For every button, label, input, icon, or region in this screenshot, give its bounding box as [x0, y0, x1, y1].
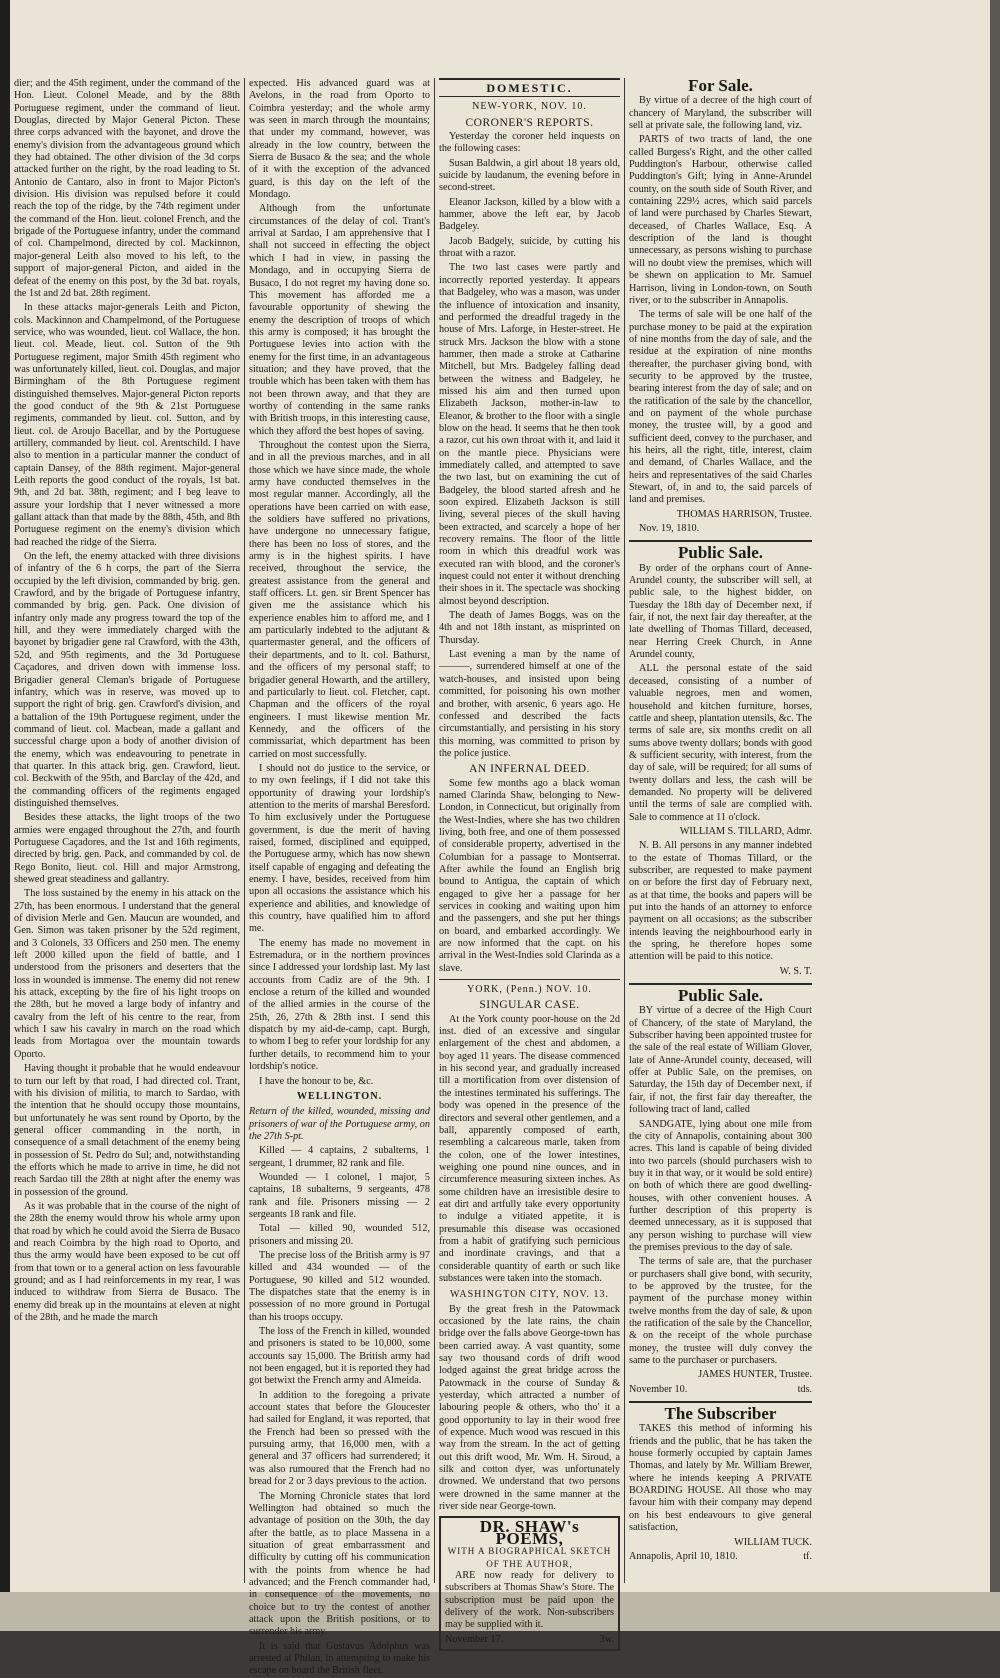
article-paragraph: In addition to the foregoing a private account states that before the Gloucester had sailed for England, it was reported, that the French had been so pressed with the pursuing army, that 16,000 men, with a general and 37 officers had surrendered; it was also rumoured that the French had no bread for 2 or 3 days previous to the action.	[249, 1389, 430, 1488]
article-paragraph: By the great fresh in the Patowmack occasioned by the late rains, the chain bridge over the falls above George-town has been carried away. A vast quantity, some say two thousand cords of drift wood lodged against the great bridge across the Patowmack in the course of Sunday & yesterday, which attracted a number of labouring people & others, who tho' it a good opportunity to lay in their wood free of expence. Much wood was rescued in this way from the stream. In the act of getting out this drift wood, Mr. Wm. H. Siroud, a silk and cotton dyer, was unfortunately drowned. We understand that two persons were drowned in the same manner at the river side near George-town.	[439, 1303, 620, 1513]
column-rule	[244, 78, 245, 1583]
return-line: Total — killed 90, wounded 512, prisoners and missing 20.	[249, 1223, 430, 1247]
article-paragraph: The two last cases were partly and incorrectly reported yesterday. It appears that Badgeley, who was a mason, was under the influence of intoxication and insanity, and performed the dreadful tragedy in the house of Mrs. Laforge, in Hester-street. He struck Mrs. Jackson the blow with a stone hammer, then made a stroke at Catharine Mitchell, but Mrs. Badgeley falling dead between the witness and Badgeley, he missed his aim and then turned upon Elizabeth Jackson, mother-in-law to Eleanor, & brother to the floor with a single blow on the head. It seems that he then took a razor, cut his own throat with it, and laid it on the mantle piece. Physicians were immediately called, and attempted to save the two last, but on examining the cut of Badgeley, the blood started afresh and he soon expired. Elizabeth Jackson is still living, several pieces of the skull having been extracted, and scarcely a hope of her recovery remains. The floor of the little room in which this dreadful work was executed ran with blood, and the coroner's inquest could not enter it without drenching their shoes in it. The spectacle was shocking almost beyond description.	[439, 262, 620, 607]
divider	[629, 540, 812, 542]
article-title: SINGULAR CASE.	[479, 999, 580, 1012]
ad-tag: 3w.	[599, 1633, 614, 1645]
article-paragraph: Susan Baldwin, a girl about 18 years old, suicide by laudanum, the evening before in second-street.	[439, 157, 620, 194]
ad-title-for-sale: For Sale.	[688, 76, 753, 95]
column-war-dispatch-continued	[14, 78, 240, 1583]
ad-paragraph: SANDGATE, lying about one mile from the city of Annapolis, containing about 300 acres. This land is capable of being divided into two parcels (should purchasers wish to buy it in that way, or it would be sold entire) on both of which there are good dwelling-houses, with other convenient houses. A further description of this property is deemed unnecessary, as it is supposed that any person wishing to purchase will view the premises previous to the day of sale.	[629, 1118, 812, 1253]
article-paragraph: Last evening a man by the name of ———, surrendered himself at one of the watch-houses, and insisted upon being committed, for poisoning his own mother and brother, with arsenic, 6 years ago. He confessed and described the facts circumstantially, and persisting in his story this morning, was committed to prison by the police justice.	[439, 649, 620, 759]
article-paragraph: Eleanor Jackson, killed by a blow with a hammer, above the left ear, by Jacob Badgeley.	[439, 196, 620, 233]
ad-title-subscriber: The Subscriber	[664, 1404, 777, 1424]
return-line: Killed — 4 captains, 2 subalterns, 1 sergeant, 1 drummer, 82 rank and file.	[249, 1145, 430, 1169]
article-paragraph: Throughout the contest upon the Sierra, and in all the previous marches, and in all those which we have since made, the whole army have conducted themselves in the most regular manner. Accordingly, all the operations have been carried on with ease, the soldiers have suffered no privations, have undergone no unnecessary fatigue, there has been no loss of stores, and the army is in the highest spirits. I have received, throughout the service, the greatest assistance from the general and staff officers. Lt. gen. sir Brent Spencer has given me the assistance which his experience enables him to afford me, and I am particularly indebted to the adjutant & quartermaster general, and the officers of their departments, and to lt. col. Bathurst, and the officers of my personal staff; to brigadier general Howarth, and the artillery, and particularly to lieut. col. Fletcher, capt. Chapman and the officers of the royal engineers. I must likewise mention Mr. Kennedy, and the officers of the commissariat, which department has been carried on most successfully.	[249, 439, 430, 760]
ad-date: November 17.	[445, 1633, 504, 1645]
ad-paragraph: By order of the orphans court of Anne-Arundel county, the subscriber will sell, at public sale, to the highest bidder, on Tuesday the 18th day of December next, if fair, if not, the next fair day thereafter, at the late dwelling of Thomas Tillard, deceased, near Herring Creek Church, in Anne Arundel county,	[629, 562, 812, 661]
signature-wellington: WELLINGTON.	[296, 1090, 383, 1102]
ad-signature: WILLIAM TUCK.	[734, 1536, 812, 1548]
column-wellington-dispatch	[249, 78, 430, 1677]
ad-paragraph: TAKES this method of informing his friends and the public, that he has taken the house formerly occupied by captain James Thomas, and lately by Mr. William Brewer, where he intends keeping A PRIVATE BOARDING HOUSE. All those who may favour him with their company may depend on his best endeavours to give general satisfaction,	[629, 1423, 812, 1534]
ad-paragraph: ALL the personal estate of the said deceased, consisting of a number of valuable negroes, men and women, household and kitchen furniture, horses, cattle and sheep, plantation utensils, &c. The terms of sale are, six months credit on all sums above twenty dollars; bonds with good & sufficient security, with interest, from the day of sale, will be required; for all sums of twenty dollars and less, the cash will be demanded. No property will be delivered until the terms of sale are complied with. Sale to commence at 11 o'clock.	[629, 663, 812, 823]
ad-paragraph: BY virtue of a decree of the High Court of Chancery, of the state of Maryland, the Subscriber having been appointed trustee for the sale of the real estate of William Glover, late of Anne-Arundel county, deceased, will offer at Public Sale, on the premises, on Saturday, the 15th day of December next, if fair, if not, the first fair day thereafter, the following tract of land, called	[629, 1005, 812, 1116]
ad-date: Nov. 19, 1810.	[639, 523, 700, 535]
ad-initials: W. S. T.	[779, 965, 812, 977]
ad-paragraph: The terms of sale will be one half of the purchase money to be paid at the expiration of nine months from the day of sale, and the residue at the expiration of nine months thereafter, the purchaser giving bond, with security to be approved by the trustee, bearing interest from the day of sale; and on the ratification of the sale by the chancellor, and on payment of the whole purchase money, the trustee will, by a good and sufficient deed, convey to the purchaser, and his heirs, all the right, title, interest, claim and demand, of Charles Wallace, and the heirs and representatives of the said Charles Stewart, of, in and to, the said parcels of land and premises.	[629, 309, 812, 506]
ad-signature: JAMES HUNTER, Trustee.	[698, 1369, 812, 1381]
ad-tag: tf.	[803, 1550, 812, 1562]
article-paragraph: Having thought it probable that he would endeavour to turn our left by that road, I had directed col. Trant, with his division of militia, to march to Sardao, with the intention that he should occupy those mountains, but unfortunately he was sent round by Oporto, by the general officer commanding in the north, in consequence of a small detachment of the enemy being in possession of St. Pedro do Sul; and, notwithstanding the efforts which he made to arrive in time, he did not reach Sardao till the 28th at night after the enemy was in possession of the ground.	[14, 1063, 240, 1198]
ad-title-public-sale: Public Sale.	[677, 986, 763, 1006]
binding-margin	[0, 0, 10, 1631]
ad-footer	[629, 1384, 812, 1396]
ad-date: November 10.	[629, 1383, 688, 1395]
ad-tag: tds.	[797, 1383, 812, 1395]
article-paragraph: At the York county poor-house on the 2d inst. died of an excessive and singular enlargement of the chest and abdomen, a boy aged 11 years. The disease commenced in his second year, and gradually increased till a mortification from over distension of the intestines terminated his sufferings. The body was opened in the presence of the directors and several other gentlemen, and a ball, apparently composed of earth, resembling a calcareous marle, taken from the colon, one of the lower intestines, weighing one pound nine ounces, and in circumference measuring sixteen inches. As some children have an irresistible desire to eat dirt and artfully take every opportunity to indulge a vitiated appetite, it is presumable this disease was occasioned from a habit of gratifying such pernicious and inordinate cravings, and that a considerable quantity of earth or such like substances were taken into the stomach.	[439, 1013, 620, 1284]
article-paragraph: Besides these attacks, the light troops of the two armies were engaged throughout the 27th, and fourth Portuguese Caçadores, and the 1st and 16th regiments, directed by brig. gen. Pack, and commanded by col. de Rego Bonito, lieut. col. Hill and major Armstrong, shewed great steadiness and gallantry.	[14, 812, 240, 885]
article-paragraph: Some few months ago a black woman named Clarinda Shaw, belonging to New-London, in Connecticut, but originally from the West-Indies, where she has two children living, both free, and one of them possessed of considerable property, advertised in the Columbian for a passage to Montserrat. After awhile the found an English brig bound to Antigua, the captain of which engaged to give her a passage for her services in cooking and waiting upon him and the passengers, and she put her things on board, and embarked accordingly. We are now informed that the capt. on his arrival in the West-Indies sold Clarinda as a slave.	[439, 777, 620, 974]
article-paragraph: expected. His advanced guard was at Avelons, in the road from Oporto to Coimbra yesterday; and the whole army was seen in march through the mountains; that under my command, however, was already in the low country, between the Sierra de Busaco & the sea; and the whole of it with the exception of the advanced guard, is this day on the left of the Mondago.	[249, 78, 430, 201]
article-paragraph: The loss sustained by the enemy in his attack on the 27th, has been enormous. I understand that the general of division Merle and Gen. Maucun are wounded, and Gen. Simon was taken prisoner by the 52d regiment, and 3 Colonels, 33 Officers and 250 men. The enemy left 2000 killed upon the field of battle, and I understood from the prisoners and deserters that the loss in wounded is immense. The enemy did not renew his attack, excepting by the fire of his light troops on the 28th, but he moved a large body of infantry and cavalry from the left of his centre to the rear, from which I saw his cavalry in march on the road which leads from Mortagoa over the mountain towards Oporto.	[14, 888, 240, 1060]
article-paragraph: dier; and the 45th regiment, under the command of the Hon. Lieut. Colonel Meade, and by the 88th Portuguese regiment, under the command of lieut. Douglas, directed by Major General Picton. These three corps advanced with the bayonet, and drove the enemy's division from the advantageous ground which they had obtained. The other division of the 3d corps attacked further on the right, by the road leading to St. Antonio de Cantaro, also in front to Major Picton's division. His division was repulsed before it could reach the top of the ridge, by the 74th regiment under the command of the Hon. lieut. colonel French, and the brigade of the Portuguese infantry, under the command of col. Champelmond, directed by col. Mackinnon, major-general Leith also moved to his left, to the support of major-general Picton, and aided in the defeat of the enemy on this post, by the 3d bat. royals, the 1st and 2d bat. 28th regiment.	[14, 78, 240, 299]
divider	[629, 1401, 812, 1403]
article-paragraph: The precise loss of the British army is 97 killed and 434 wounded — of the Portuguese, 90 killed and 512 wounded. The dispatches state that the enemy is in possession of no more ground in Portugal than his troops occupy.	[249, 1249, 430, 1323]
column-rule	[624, 78, 625, 1583]
article-paragraph: I have the honour to be, &c.	[259, 1075, 374, 1087]
column-domestic	[439, 78, 620, 1645]
article-paragraph: The enemy has made no movement in Estremadura, or in the northern provinces since I addressed your lordship last. My last accounts from Cadiz are of the 9th. I enclose a return of the killed and wounded of the allied armies in the course of the 25th, 26, 27th & 28th inst. I send this dispatch by my aid-de-camp, capt. Burgh, to whom I beg to refer your lordship for any further details, to recommend him to your lordship's notice.	[249, 937, 430, 1073]
dateline: NEW-YORK, NOV. 10.	[472, 101, 587, 113]
article-paragraph: In these attacks major-generals Leith and Picton, cols. Mackinnon and Champelmond, of the Portuguese service, who was wounded, lieut. col Wallace, the hon. lieut. col. Meade, lieut. col. Sutton of the 9th Portuguese regiment, major Smith 45th regiment who was unfortunately killed, lieut. col. Douglas, and major Birmingham of the 8th Portuguese regiment distinguished themselves. Major-general Picton reports the good conduct of the 9th & 21st Portuguese regiments, commanded by lieut. col. Sutton, and by lieut. col. de Aroujo Bacellar, and by the Portuguese artillery, commanded by lieut. col. Arentschild. I have also to mention in a particular manner the conduct of captain Dansey, of the 88th regiment. Major-general Leith reports the good conduct of the royals, 1st bat. 9th, and 2d bat. 38th, regiment; and I beg leave to assure your lordship that I never witnessed a more gallant attack than that made by the 88th, 45th, and 8th Portuguese regiment on the enemy's division which had reached the ridge of the Sierra.	[14, 302, 240, 548]
article-paragraph: I should not do justice to the service, or to my own feelings, if I did not take this opportunity of drawing your lordship's attention to the merits of marshal Beresford. To him exclusively under the Portuguese government, is due the merit of having raised, formed, disciplined and equipped, the Portuguese army, which has now shewn itself capable of engaging and defeating the enemy. I have, besides, received from him upon all occasions the assistance which his experience and abilities, and knowledge of this country, have qualified him to afford me.	[249, 762, 430, 935]
article-paragraph: The Morning Chronicle states that lord Wellington had obtained so much the advantage of position on the 30th, the day after the battle, as to place Massena in a situation of great embarrassment and difficulty by cutting off his communication with the points from whence he had advanced; and the French commander had, in consequence of the movements, no choice but to try the contest of another attack upon the British positions, or to surrender his army.	[249, 1490, 430, 1638]
divider	[439, 979, 620, 980]
dateline: YORK, (Penn.) NOV. 10.	[467, 984, 592, 996]
article-paragraph: Although from the unfortunate circumstances of the delay of col. Trant's arrival at Sardao, I am apprehensive that I shall not succeed in effecting the object which I had in view, in passing the Mondago, and in occupying Sierra de Busaco, I do not regret my having done so. This movement has afforded me a favourable opportunity of shewing the enemy the description of troops of which this army is composed; it has brought the Portuguese levies into action with the enemy for the first time, in an advantageous situation; and they have proved, that the trouble which has been taken with them has not been thrown away, and that they are worthy of contending in the same ranks with British troops, in this interesting cause, which they afford the best hopes of saving.	[249, 203, 430, 437]
dateline: WASHINGTON CITY, NOV. 13.	[450, 1289, 609, 1301]
article-paragraph: Yesterday the coroner held inquests on the following cases:	[439, 131, 620, 155]
ad-signature: THOMAS HARRISON, Trustee.	[676, 508, 812, 520]
page-edge	[990, 0, 1000, 1631]
ad-title: DR. SHAW's POEMS,	[479, 1516, 580, 1548]
section-heading-domestic: DOMESTIC.	[439, 78, 620, 97]
article-title: AN INFERNAL DEED.	[469, 763, 590, 776]
column-advertisements	[629, 78, 812, 1583]
article-paragraph: The loss of the French in killed, wounded and prisoners is stated to be 10,000, some accounts say 15,000. The British army had not been engaged, but it is reported they had got betwixt the French army and Almeida.	[249, 1326, 430, 1387]
article-paragraph: It is said that Gustavus Adolphus was arrested at Philan, in attempting to make his escape on board the British fleet.	[249, 1640, 430, 1677]
ad-date: Annapolis, April 10, 1810.	[629, 1550, 738, 1562]
ad-signature: WILLIAM S. TILLARD, Admr.	[679, 825, 812, 837]
article-paragraph: On the left, the enemy attacked with three divisions of infantry of the 6 h corps, the part of the Sierra occupied by the left division, commanded by brig. gen. Crawford, and by the brigade of Portuguese infantry, commanded by brig. gen. Pack. One division of infantry only made any progress toward the top of the hill, and they were immediately charged with the bayonet by brigadier gene ral Crawford, with the 43th, 52d, and 95th regiments, and the 3d Portuguese Caçadores, and driven down with immense loss. Brigadier general Cleman's brigade of Portuguese infantry, which was in reserve, was moved up to support the right of brig. gen. Crawford's division, and a battalion of the 19th Portuguese regiment, under the command of lieut. col. Macbean, made a gallant and successful charge upon a body of another division of the enemy, which was endeavouring to penetrate in that quarter. In this attack brig. gen. Crawford, lieut. col. Beckwith of the 95th, and Barclay of the 42d, and the commanding officers of the regiments engaged distinguished themselves.	[14, 551, 240, 809]
ad-footer	[629, 1551, 812, 1563]
article-title: CORONER'S REPORTS.	[465, 116, 594, 129]
ad-paragraph: N. B. All persons in any manner indebted to the estate of Thomas Tillard, or the subscriber, are requested to make payment on or before the first day of February next, as at that time, the books and papers will be put into the hands of an attorney to enforce payment on all occasions; as the subscriber intends leaving the neighbourhood early in the spring, he therefore hopes some attention will be paid to this notice.	[629, 840, 812, 963]
return-line: Wounded — 1 colonel, 1 major, 5 captains, 18 subalterns, 9 sergeants, 478 rank and file. Prisoners missing — 2 sergeants 18 rank and file.	[249, 1171, 430, 1220]
ad-paragraph: PARTS of two tracts of land, the one called Burgess's Right, and the other called Puddington's Harbour, otherwise called Puddington's Gift; lying in Anne-Arundel county, on the south side of South River, and containing 229½ acres, which said parcels of land were purchased by Charles Stewart, deceased, of Charles Wallace, Esq. A description of the land is thought unnecessary, as persons wishing to purchase will no doubt view the premises, which will be shewn on application to Mr. Samuel Harrison, living in London-town, on South river, or to the subscriber in Annapolis.	[629, 134, 812, 306]
article-paragraph: As it was probable that in the course of the night of the 28th the enemy would throw his whole army upon that road by which he could avoid the Sierra de Busaco and reach Coimbra by the high road to Oporto, and thus the army would have been exposed to be cut off from that town or to a general action on less favourable ground; and as I had reinforcements in my rear, I was induced to withdraw from Sierra de Busaco. The enemy did break up in the mountains at eleven at night of the 28th, and he made the march	[14, 1200, 240, 1324]
ad-paragraph: By virtue of a decree of the high court of chancery of Maryland, the subscriber will sell at private sale, the following land, viz.	[629, 95, 812, 132]
ad-title-public-sale: Public Sale.	[677, 543, 763, 563]
column-rule	[434, 78, 435, 1583]
return-title: Return of the killed, wounded, missing and prisoners of war of the Portuguese army, on the 27th S-pt.	[249, 1106, 430, 1142]
article-paragraph: The death of James Boggs, was on the 4th and not 18th instant, as misprinted on Thursday.	[439, 610, 620, 646]
ad-subtitle: WITH A BIOGRAPHICAL SKETCH OF THE AUTHOR,	[447, 1546, 612, 1569]
advertisement-shaw-poems	[439, 1516, 620, 1651]
article-paragraph: Jacob Badgely, suicide, by cutting his throat with a razor.	[439, 235, 620, 260]
divider	[629, 983, 812, 985]
ad-body: ARE now ready for delivery to subscribers at Thomas Shaw's Store. The subscription must be paid upon the delivery of the work. Non-subscribers may be supplied with it.	[445, 1569, 614, 1631]
ad-paragraph: The terms of sale are, that the purchaser or purchasers shall give bond, with security, to be approved by the trustee, for the payment of the purchase money within twelve months from the day of sale, & upon the ratification of the sale by the Chancellor, & on the receipt of the whole purchase money, the trustee will duly convey the same to the purchaser or purchasers.	[629, 1256, 812, 1367]
ad-footer	[445, 1634, 614, 1646]
